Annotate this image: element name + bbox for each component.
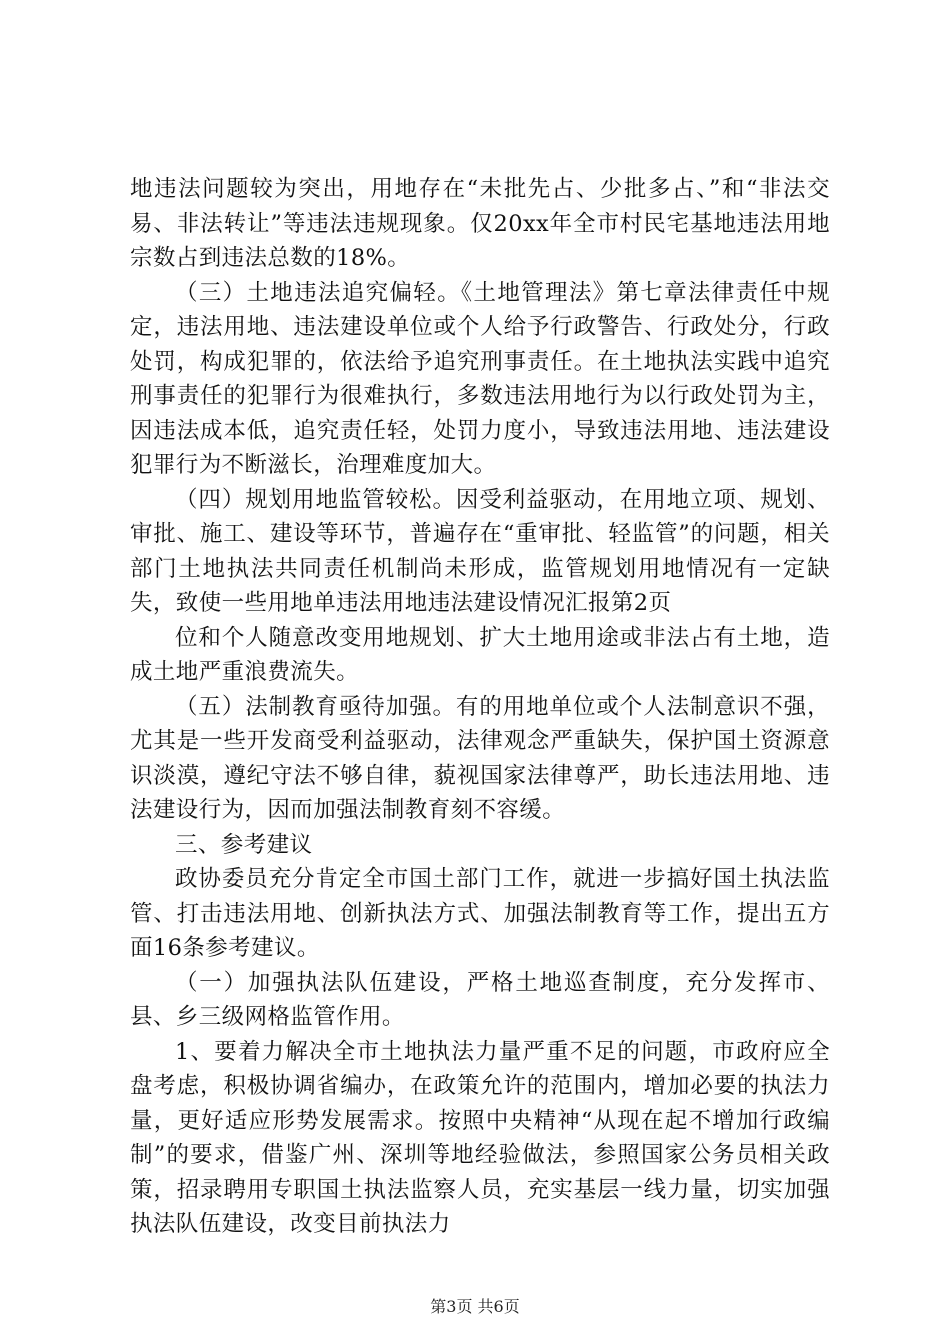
paragraph-section-three: （三）土地违法追究偏轻。《土地管理法》第七章法律责任中规定，违法用地、违法建设单位或个人给予行政警告、行政处分，行政处罚，构成犯罪的，依法给予追究刑事责任。在土地执法实践中追究刑事责任的犯罪行为很难执行，多数违法用地行为以行政处罚为主，因违法成本低，追究责任轻，处罚力度小，导致违法用地、违法建设犯罪行为不断滋长，治理难度加大。 (130, 279, 830, 478)
paragraph-item-one: 1、要着力解决全市土地执法力量严重不足的问题，市政府应全盘考虑，积极协调省编办，在政策允许的范围内，增加必要的执法力量，更好适应形势发展需求。按照中央精神“从现在起不增加行政编制”的要求，借鉴广州、深圳等地经验做法，参照国家公务员相关政策，招录聘用专职国土执法监察人员，充实基层一线力量，切实加强执法队伍建设，改变目前执法力 (130, 1038, 830, 1237)
paragraph-continued: 地违法问题较为突出，用地存在“未批先占、少批多占、”和“非法交易、非法转让”等违法违规现象。仅20xx年全市村民宅基地违法用地宗数占到违法总数的18%。 (130, 176, 830, 271)
heading-suggestions: 三、参考建议 (175, 831, 313, 858)
paragraph-section-five: （五）法制教育亟待加强。有的用地单位或个人法制意识不强，尤其是一些开发商受利益驱动，法律观念严重缺失，保护国土资源意识淡漠，遵纪守法不够自律，藐视国家法律尊严，助长违法用地、违法建设行为，因而加强法制教育刻不容缓。 (130, 693, 830, 823)
document-body (130, 172, 830, 1242)
paragraph-suggestions-intro: 政协委员充分肯定全市国土部门工作，就进一步搞好国土执法监管、打击违法用地、创新执法方式、加强法制教育等工作，提出五方面16条参考建议。 (130, 866, 830, 961)
paragraph-section-four: （四）规划用地监管较松。因受利益驱动，在用地立项、规划、审批、施工、建设等环节，普遍存在“重审批、轻监管”的问题，相关部门土地执法共同责任机制尚未形成，监管规划用地情况有一定缺失，致使一些用地单违法用地违法建设情况汇报第2页 (130, 486, 830, 616)
paragraph-suggestion-one: （一）加强执法队伍建设，严格土地巡查制度，充分发挥市、县、乡三级网格监管作用。 (130, 969, 830, 1030)
paragraph-section-four-continued: 位和个人随意改变用地规划、扩大土地用途或非法占有土地，造成土地严重浪费流失。 (130, 624, 830, 685)
page-footer: 第3页 共6页 (430, 1297, 520, 1316)
